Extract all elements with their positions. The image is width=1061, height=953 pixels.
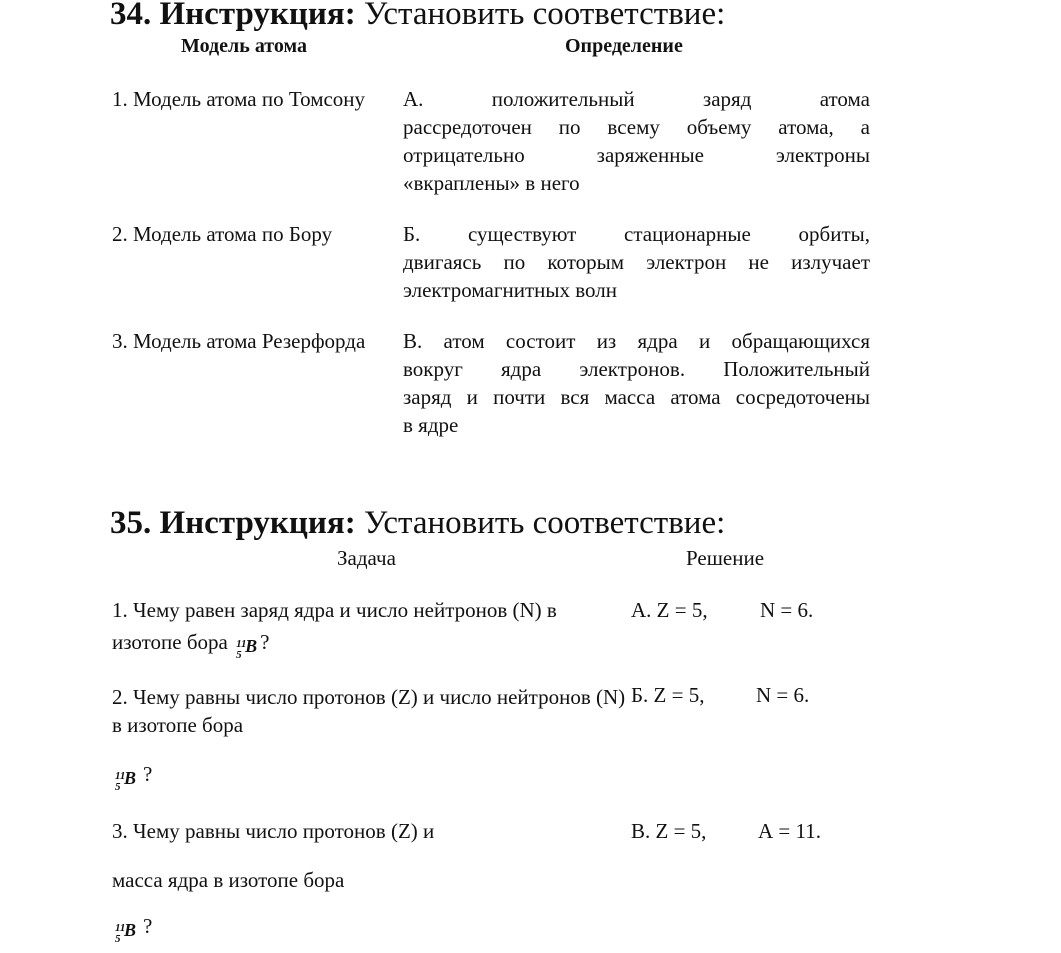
q34-definition-c-line: в ядре <box>403 413 459 437</box>
q35-answer-a-n: N = 6. <box>760 598 814 622</box>
question-mark: ? <box>260 630 270 654</box>
q34-instruction-text: Установить соответствие: <box>364 0 726 32</box>
q34-definition-a-line: рассредоточен по всему объему атома, а <box>403 115 870 139</box>
q35-column-header-task: Задача <box>337 546 396 570</box>
q35-heading <box>110 505 725 541</box>
isotope-mass-number: 11 <box>236 638 247 651</box>
q34-definition-c-line: заряд и почти вся масса атома сосредоточены <box>403 385 870 409</box>
isotope-element-symbol: B <box>124 920 137 941</box>
q34-model-thomson: 1. Модель атома по Томсону <box>112 87 366 111</box>
q35-task-1-line2 <box>112 628 270 662</box>
q35-column-header-solution: Решение <box>686 546 765 570</box>
q35-task-1-text: изотопе бора <box>112 630 228 654</box>
q35-instruction-label: Инструкция: <box>159 505 356 541</box>
q34-definition-b <box>403 220 870 304</box>
q35-task-3-line1: 3. Чему равны число протонов (Z) и <box>112 819 435 843</box>
q35-answer-b-z: Б. Z = 5, <box>631 683 705 707</box>
isotope-atomic-number: 5 <box>115 933 121 946</box>
q34-definition-b-line: электромагнитных волн <box>403 278 617 302</box>
q34-model-rutherford: 3. Модель атома Резерфорда <box>112 329 366 353</box>
boron-isotope-symbol <box>233 630 270 662</box>
q34-definition-c-line: вокруг ядра электронов. Положительный <box>403 357 870 381</box>
q35-task-1-line1: 1. Чему равен заряд ядра и число нейтронов (N) в <box>112 598 557 622</box>
isotope-atomic-number: 5 <box>115 781 121 794</box>
q34-definition-b-line: двигаясь по которым электрон не излучает <box>403 250 870 274</box>
question-mark: ? <box>143 762 153 786</box>
q34-definition-a-line: А. положительный заряд атома <box>403 87 870 111</box>
q34-definition-a <box>403 85 870 197</box>
q35-answer-c-a: А = 11. <box>758 819 821 843</box>
q34-heading <box>110 0 725 32</box>
q34-definition-a-line: отрицательно заряженные электроны <box>403 143 870 167</box>
q35-task-3-line2: масса ядра в изотопе бора <box>112 868 345 892</box>
q34-column-header-definition: Определение <box>565 35 683 57</box>
q35-task-2-line1: 2. Чему равны число протонов (Z) и число нейтронов (N) <box>112 685 626 709</box>
isotope-element-symbol: B <box>245 636 258 657</box>
q34-definition-c <box>403 327 870 439</box>
question-mark: ? <box>143 914 153 938</box>
q34-definition-b-line: Б. существуют стационарные орбиты, <box>403 222 870 246</box>
q35-instruction-text: Установить соответствие: <box>364 505 726 541</box>
q34-definition-a-line: «вкраплены» в него <box>403 171 580 195</box>
q35-answer-b-n: N = 6. <box>756 683 810 707</box>
q34-model-bohr: 2. Модель атома по Бору <box>112 222 333 246</box>
q34-instruction-label: Инструкция: <box>159 0 356 32</box>
q35-answer-c-z: В. Z = 5, <box>631 819 707 843</box>
q34-definition-c-line: В. атом состоит из ядра и обращающихся <box>403 329 870 353</box>
q35-number: 35. <box>110 505 152 541</box>
q35-task-2-isotope <box>112 760 153 794</box>
q35-answer-a-z: А. Z = 5, <box>631 598 708 622</box>
isotope-atomic-number: 5 <box>236 649 242 662</box>
q35-task-3-isotope <box>112 912 153 946</box>
isotope-element-symbol: B <box>124 768 137 789</box>
q35-task-2-line2: в изотопе бора <box>112 713 244 737</box>
isotope-mass-number: 11 <box>115 770 126 783</box>
isotope-mass-number: 11 <box>115 922 126 935</box>
q34-number: 34. <box>110 0 152 32</box>
boron-isotope-symbol <box>112 916 146 946</box>
q34-column-header-model: Модель атома <box>181 35 307 57</box>
boron-isotope-symbol <box>112 764 146 794</box>
